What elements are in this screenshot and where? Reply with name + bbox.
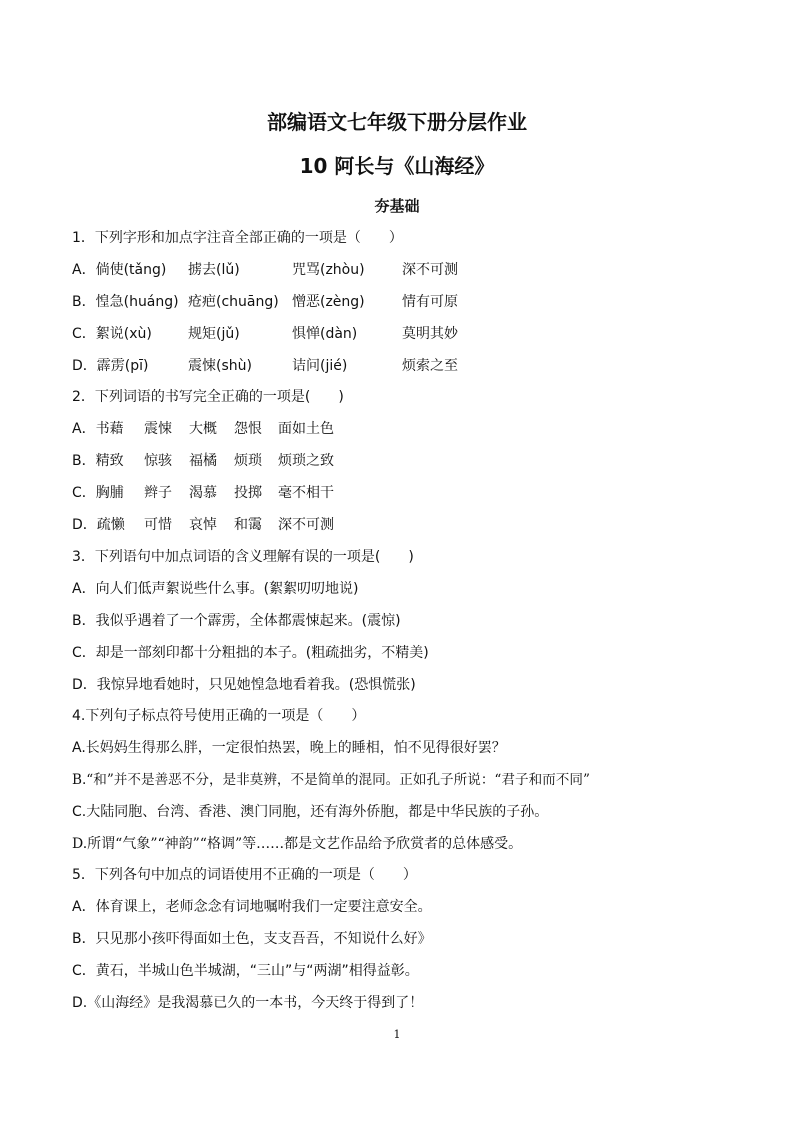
document-title: 部编语文七年级下册分层作业: [267, 110, 527, 134]
option-cell: 情有可原: [402, 294, 458, 310]
option-word: 怨恨: [234, 421, 262, 437]
option-cell: 惧惮(dàn): [292, 326, 358, 342]
question-5-option-c: C．黄石，半城山色半城湖，“三山”与“两湖”相得益彰。: [72, 963, 419, 979]
option-word: 惊骇: [144, 453, 172, 469]
option-word: 辫子: [144, 485, 172, 501]
option-word: 可惜: [144, 517, 172, 533]
question-2-stem: 2．下列词语的书写完全正确的一项是( ): [72, 389, 344, 405]
option-word: 哀悼: [189, 517, 217, 533]
option-word: 渴慕: [189, 485, 217, 501]
option-word: C．胸脯: [72, 485, 124, 501]
option-word: 震悚: [144, 421, 172, 437]
option-word: 投掷: [234, 485, 262, 501]
question-1-stem: 1．下列字形和加点字注音全部正确的一项是（ ）: [72, 230, 403, 246]
option-cell: 震悚(shù): [188, 358, 252, 374]
option-word: 烦琐之致: [278, 453, 334, 469]
option-word: 和霭: [234, 517, 262, 533]
question-4-option-d: D.所谓“气象”“神韵”“格调”等……都是文艺作品给予欣赏者的总体感受。: [72, 836, 523, 852]
page-number: 1: [393, 1028, 401, 1041]
option-cell: 烦索之至: [402, 358, 458, 374]
option-word: B．精致: [72, 453, 124, 469]
question-3-option-a: A．向人们低声絮说些什么事。(絮絮叨叨地说): [72, 581, 359, 597]
option-cell: D．霹雳(pī): [72, 358, 149, 374]
option-cell: 疮疤(chuāng): [188, 294, 279, 310]
option-cell: 深不可测: [402, 262, 458, 278]
question-4-option-b: B.“和”并不是善恶不分，是非莫辨，不是简单的混同。正如孔子所说：“君子和而不同”: [72, 772, 590, 788]
option-word: 大概: [189, 421, 217, 437]
question-5-stem: 5．下列各句中加点的词语使用不正确的一项是（ ）: [72, 867, 417, 883]
lesson-title: 10 阿长与《山海经》: [299, 154, 495, 178]
option-cell: A．倘使(tǎng): [72, 262, 167, 278]
option-word: 毫不相干: [278, 485, 334, 501]
option-cell: 掳去(lǔ): [188, 262, 240, 278]
question-5-option-a: A．体育课上，老师念念有词地嘱咐我们一定要注意安全。: [72, 899, 432, 915]
question-5-option-b: B．只见那小孩吓得面如土色，支支吾吾，不知说什么好》: [72, 931, 432, 947]
question-4-option-a: A.长妈妈生得那么胖，一定很怕热罢，晚上的睡相，怕不见得很好罢？: [72, 740, 506, 756]
option-cell: 憎恶(zèng): [292, 294, 365, 310]
option-word: 福橘: [189, 453, 217, 469]
question-3-option-c: C．却是一部刻印都十分粗拙的本子。(粗疏拙劣，不精美): [72, 645, 429, 661]
option-cell: 规矩(jǔ): [188, 326, 240, 342]
option-cell: C．絮说(xù): [72, 326, 152, 342]
option-word: 深不可测: [278, 517, 334, 533]
option-cell: 诘问(jié): [292, 358, 348, 374]
section-heading: 夯基础: [374, 197, 420, 215]
option-cell: 咒骂(zhòu): [292, 262, 365, 278]
option-word: D．疏懒: [72, 517, 125, 533]
option-word: A．书藉: [72, 421, 124, 437]
question-5-option-d: D.《山海经》是我渴慕已久的一本书，今天终于得到了！: [72, 995, 424, 1011]
question-4-stem: 4.下列句子标点符号使用正确的一项是（ ）: [72, 708, 366, 724]
option-word: 面如土色: [278, 421, 334, 437]
option-cell: 莫明其妙: [402, 326, 458, 342]
option-word: 烦琐: [234, 453, 262, 469]
question-4-option-c: C.大陆同胞、台湾、香港、澳门同胞，还有海外侨胞，都是中华民族的子孙。: [72, 804, 549, 820]
question-3-option-b: B．我似乎遇着了一个霹雳，全体都震悚起来。(震惊): [72, 613, 401, 629]
option-cell: B．惶急(huáng): [72, 294, 179, 310]
question-3-stem: 3．下列语句中加点词语的含义理解有误的一项是( ): [72, 549, 414, 565]
question-3-option-d: D．我惊异地看她时，只见她惶急地看着我。(恐惧慌张): [72, 677, 416, 693]
